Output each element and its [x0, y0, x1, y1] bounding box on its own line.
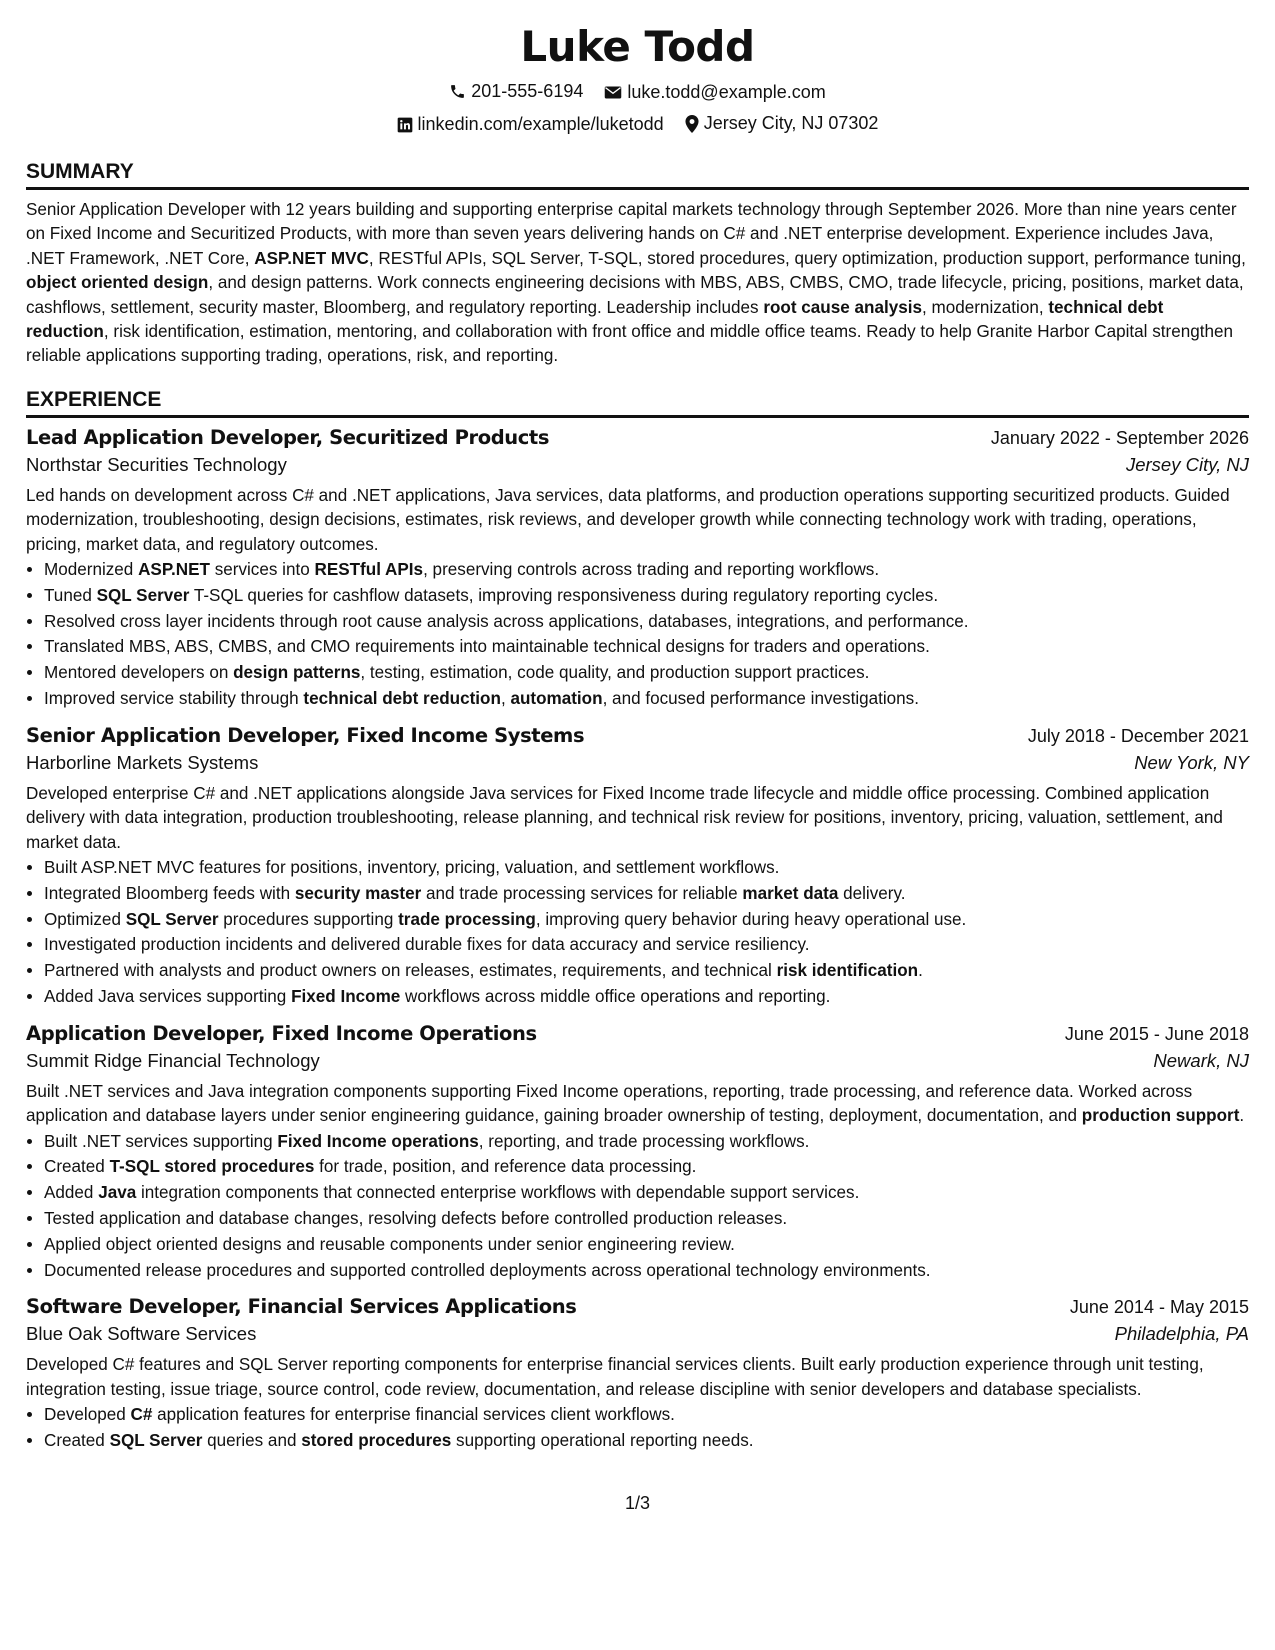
job-description: Developed enterprise C# and .NET applications alongside Java services for Fixed Income trade lifecycle and middle office processing. Combined application delivery with data integration, production troubleshooting, release planning, and technical risk review for positions, inventory, pricing, valuation, settlement, and market data.: [26, 783, 1223, 852]
job-bullet: • Investigated production incidents and delivered durable fixes for data accuracy and service resiliency.: [44, 932, 1249, 958]
job-dates: June 2015 - June 2018: [1064, 1023, 1249, 1044]
job-header: [26, 1295, 1249, 1318]
job-location: Philadelphia, PA: [1114, 1323, 1249, 1345]
location-item: [685, 113, 879, 134]
job-location: Newark, NJ: [1153, 1049, 1249, 1071]
job-bullet: • Created T-SQL stored procedures for trade, position, and reference data processing.: [44, 1154, 1249, 1180]
phone-icon: [449, 83, 466, 100]
candidate-name: Luke Todd: [520, 22, 755, 71]
email-item[interactable]: [604, 82, 825, 103]
linkedin-link[interactable]: linkedin.com/example/luketodd: [417, 114, 664, 134]
job-title: Application Developer, Fixed Income Operations: [26, 1021, 537, 1045]
job-subheader: [26, 1323, 1249, 1345]
job-description: Led hands on development across C# and .NET applications, Java services, data platforms, and production operations supporting securitized products. Guided modernization, troubleshooting, design decisions, estimates, risk reviews, and developer growth while connecting technology work with trading, operations, pricing, market data, and regulatory outcomes.: [26, 485, 1230, 554]
job-company: Summit Ridge Financial Technology: [26, 1049, 320, 1071]
job-dates: June 2014 - May 2015: [1069, 1297, 1249, 1318]
job-title: Software Developer, Financial Services Applications: [26, 1295, 577, 1319]
job-header: [26, 426, 1249, 449]
summary-heading: SUMMARY: [26, 160, 1249, 190]
job-description: Built .NET services and Java integration components supporting Fixed Income operations, reporting, trade processing, and reference data. Worked across application and database layers under senior engineering guidance, gaining broader ownership of testing, deployment, documentation, and production support.: [26, 1081, 1245, 1126]
job-header: [26, 724, 1249, 747]
job-dates: July 2018 - December 2021: [1027, 725, 1249, 746]
job-entry: [26, 1295, 1249, 1453]
job-bullet: • Improved service stability through technical debt reduction, automation, and focused performance investigations.: [44, 686, 1249, 712]
job-bullet: • Created SQL Server queries and stored procedures supporting operational reporting needs.: [44, 1428, 1249, 1454]
map-pin-icon: [685, 115, 699, 133]
job-list: [26, 426, 1249, 1454]
job-subheader: [26, 454, 1249, 476]
location-text: Jersey City, NJ 07302: [703, 113, 879, 133]
job-location: Jersey City, NJ: [1125, 453, 1249, 475]
job-bullets: [26, 855, 1249, 1010]
job-bullet: • Modernized ASP.NET services into RESTful APIs, preserving controls across trading and reporting workflows.: [44, 557, 1249, 583]
job-entry: [26, 1022, 1249, 1284]
job-bullet: • Resolved cross layer incidents through root cause analysis across applications, databases, integrations, and performance.: [44, 609, 1249, 635]
job-bullet: • Developed C# application features for enterprise financial services client workflows.: [44, 1402, 1249, 1428]
job-company: Harborline Markets Systems: [26, 751, 259, 773]
job-bullets: [26, 557, 1249, 712]
job-bullet: • Built .NET services supporting Fixed Income operations, reporting, and trade processing workflows.: [44, 1129, 1249, 1155]
job-dates: January 2022 - September 2026: [990, 427, 1249, 448]
job-bullet: • Tuned SQL Server T-SQL queries for cashflow datasets, improving responsiveness during regulatory reporting cycles.: [44, 583, 1249, 609]
resume-body: [26, 160, 1249, 1454]
job-company: Blue Oak Software Services: [26, 1323, 257, 1345]
email-link[interactable]: luke.todd@example.com: [627, 82, 826, 102]
phone-item: [449, 81, 583, 102]
job-bullet: • Partnered with analysts and product owners on releases, estimates, requirements, and technical risk identification.: [44, 958, 1249, 984]
page-number: 1/3: [624, 1493, 651, 1513]
job-subheader: [26, 752, 1249, 774]
job-bullets: [26, 1129, 1249, 1284]
summary-text: Senior Application Developer with 12 years building and supporting enterprise capital markets technology through September 2026. More than nine years center on Fixed Income and Securitized Products, with more than seven years delivering hands on C# and .NET enterprise development. Experience includes Java, .NET Framework, .NET Core, ASP.NET MVC, RESTful APIs, SQL Server, T-SQL, stored procedures, query optimization, production support, performance tuning, object oriented design, and design patterns. Work connects engineering decisions with MBS, ABS, CMBS, CMO, trade lifecycle, pricing, positions, market data, cashflows, settlement, security master, Bloomberg, and regulatory reporting. Leadership includes root cause analysis, modernization, technical debt reduction, risk identification, estimation, mentoring, and collaboration with front office and middle office teams. Ready to help Granite Harbor Capital strengthen reliable applications supporting trading, operations, risk, and reporting.: [26, 200, 1246, 366]
job-bullet: • Mentored developers on design patterns, testing, estimation, code quality, and production support practices.: [44, 660, 1249, 686]
job-entry: [26, 724, 1249, 1010]
linkedin-item[interactable]: [397, 114, 664, 135]
job-bullet: • Optimized SQL Server procedures supporting trade processing, improving query behavior during heavy operational use.: [44, 907, 1249, 933]
job-title: Lead Application Developer, Securitized Products: [26, 425, 550, 449]
job-subheader: [26, 1050, 1249, 1072]
job-company: Northstar Securities Technology: [26, 453, 287, 475]
job-description: Developed C# features and SQL Server reporting components for enterprise financial services clients. Built early production experience through unit testing, integration testing, issue triage, source control, code review, documentation, and release discipline with senior developers and database specialists.: [26, 1355, 1204, 1399]
job-entry: [26, 426, 1249, 712]
envelope-icon: [604, 85, 622, 100]
job-title: Senior Application Developer, Fixed Income Systems: [26, 723, 585, 747]
phone-number: 201-555-6194: [471, 81, 584, 101]
job-header: [26, 1022, 1249, 1045]
job-bullet: • Integrated Bloomberg feeds with security master and trade processing services for reliable market data delivery.: [44, 881, 1249, 907]
experience-heading: EXPERIENCE: [26, 388, 1249, 418]
contact-row-2: [0, 113, 1275, 138]
job-bullet: • Translated MBS, ABS, CMBS, and CMO requirements into maintainable technical designs for traders and operations.: [44, 634, 1249, 660]
job-bullet: • Built ASP.NET MVC features for positions, inventory, pricing, valuation, and settlement workflows.: [44, 855, 1249, 881]
linkedin-icon: [397, 117, 413, 133]
job-bullet: • Applied object oriented designs and reusable components under senior engineering review.: [44, 1232, 1249, 1258]
job-bullet: • Added Java integration components that connected enterprise workflows with dependable support services.: [44, 1180, 1249, 1206]
contact-row-1: [0, 81, 1275, 105]
job-location: New York, NY: [1134, 751, 1249, 773]
job-bullet: • Documented release procedures and supported controlled deployments across operational technology environments.: [44, 1258, 1249, 1284]
job-bullet: • Tested application and database changes, resolving defects before controlled production releases.: [44, 1206, 1249, 1232]
job-bullets: [26, 1402, 1249, 1454]
job-bullet: • Added Java services supporting Fixed Income workflows across middle office operations and reporting.: [44, 984, 1249, 1010]
experience-section: [26, 388, 1249, 1454]
